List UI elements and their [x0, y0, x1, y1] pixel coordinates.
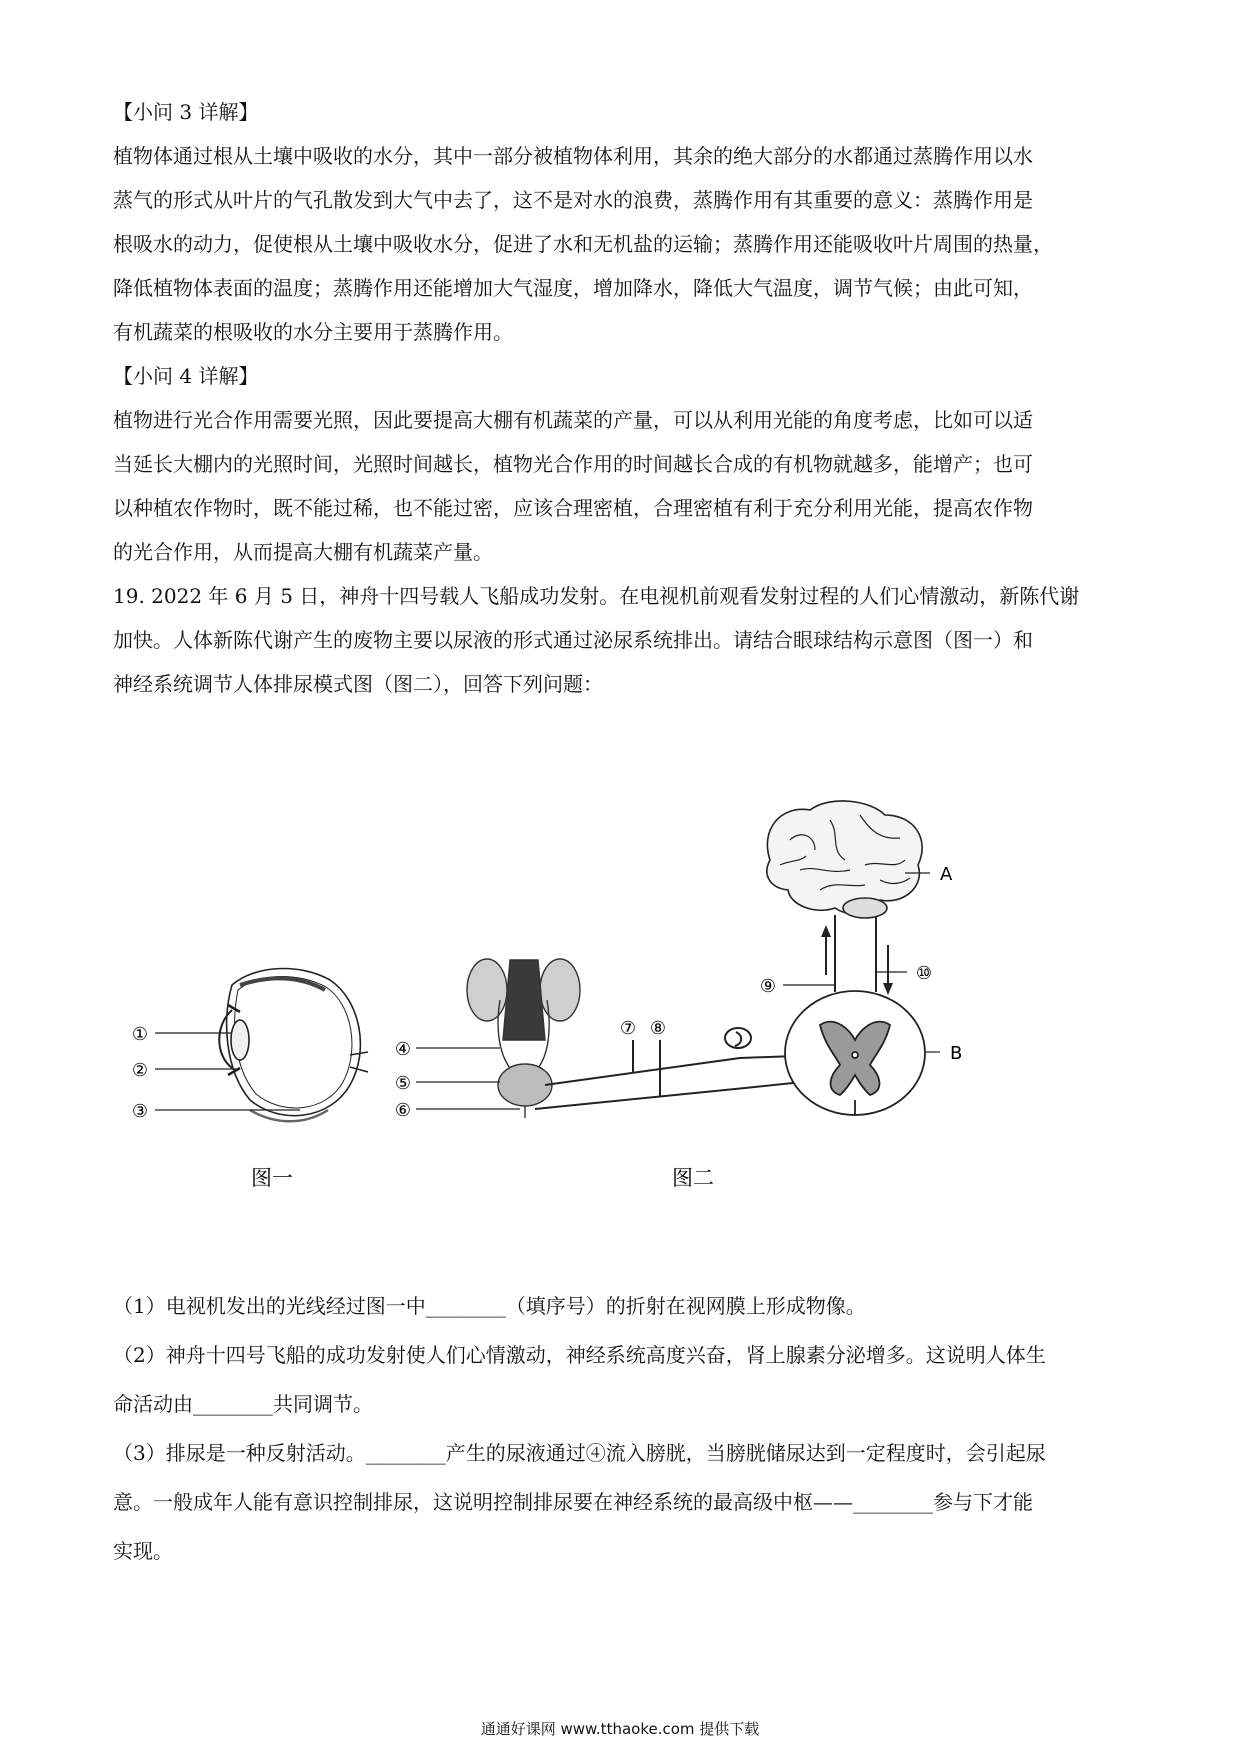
urinary-label-4: ④: [394, 1039, 412, 1060]
question-1: （1）电视机发出的光线经过图一中________（填序号）的折射在视网膜上形成物像。: [113, 1294, 866, 1318]
question19-line: 神经系统调节人体排尿模式图（图二），回答下列问题：: [113, 672, 603, 696]
fig1-caption: 图一: [251, 1166, 293, 1190]
question-2-line: （2）神舟十四号飞船的成功发射使人们心情激动，神经系统高度兴奋，肾上腺素分泌增多。这说明人体生: [113, 1343, 1046, 1367]
eye-label-2: ②: [131, 1060, 149, 1081]
question-3-line: （3）排尿是一种反射活动。________产生的尿液通过④流入膀胱，当膀胱储尿达到一定程度时，会引起尿: [113, 1441, 1046, 1465]
question-3-line: 意。一般成年人能有意识控制排尿，这说明控制排尿要在神经系统的最高级中枢——________参与下才能: [113, 1490, 1033, 1514]
fig2-caption: 图二: [672, 1166, 714, 1190]
question19-line: 加快。人体新陈代谢产生的废物主要以尿液的形式通过泌尿系统排出。请结合眼球结构示意图（图一）和: [113, 628, 1033, 652]
section3-line: 植物体通过根从土壤中吸收的水分，其中一部分被植物体利用，其余的绝大部分的水都通过蒸腾作用以水: [113, 144, 1033, 168]
arrow-down-icon: [883, 983, 893, 995]
question-3-line: 实现。: [113, 1539, 173, 1563]
nerve-label-9: ⑨: [759, 976, 777, 997]
nerve-label-10: ⑩: [915, 963, 933, 984]
section4-line: 当延长大棚内的光照时间，光照时间越长，植物光合作用的时间越长合成的有机物就越多，能增产；也可: [113, 452, 1033, 476]
brain-diagram: [767, 801, 922, 918]
spinal-cord-diagram: [785, 991, 925, 1115]
section4-line: 的光合作用，从而提高大棚有机蔬菜产量。: [113, 540, 493, 564]
cord-label-B: B: [950, 1043, 963, 1064]
section3-line: 降低植物体表面的温度；蒸腾作用还能增加大气湿度，增加降水，降低大气温度，调节气候；由此可知，: [113, 276, 1033, 300]
figure-area: [110, 790, 1110, 1210]
spinal-tracts: [826, 915, 888, 992]
section4-line: 植物进行光合作用需要光照，因此要提高大棚有机蔬菜的产量，可以从利用光能的角度考虑，比如可以适: [113, 408, 1033, 432]
section3-heading: 【小问 3 详解】: [113, 100, 259, 124]
eye-label-3: ③: [131, 1101, 149, 1122]
eye-diagram: [219, 969, 368, 1122]
section3-line: 蒸气的形式从叶片的气孔散发到大气中去了，这不是对水的浪费，蒸腾作用有其重要的意义：蒸腾作用是: [113, 188, 1033, 212]
urinary-label-5: ⑤: [394, 1073, 412, 1094]
urinary-label-6: ⑥: [394, 1100, 412, 1121]
section4-line: 以种植农作物时，既不能过稀，也不能过密，应该合理密植，合理密植有利于充分利用光能，提高农作物: [113, 496, 1033, 520]
page-footer: 通通好课网 www.tthaoke.com 提供下载: [480, 1720, 760, 1738]
eye-label-1: ①: [131, 1024, 149, 1045]
nerve-label-8: ⑧: [649, 1018, 667, 1039]
brain-label-A: A: [940, 864, 953, 885]
kidney-diagram: [467, 959, 580, 1118]
question19-line: 19. 2022 年 6 月 5 日，神舟十四号载人飞船成功发射。在电视机前观看发射过程的人们心情激动，新陈代谢: [113, 584, 1080, 608]
arrow-up-icon: [821, 925, 831, 937]
section4-heading: 【小问 4 详解】: [113, 364, 259, 388]
section3-line: 有机蔬菜的根吸收的水分主要用于蒸腾作用。: [113, 320, 513, 344]
question-2-line: 命活动由________共同调节。: [113, 1392, 373, 1416]
nerve-label-7: ⑦: [619, 1018, 637, 1039]
section3-line: 根吸水的动力，促使根从土壤中吸收水分，促进了水和无机盐的运输；蒸腾作用还能吸收叶片周围的热量，: [113, 232, 1053, 256]
